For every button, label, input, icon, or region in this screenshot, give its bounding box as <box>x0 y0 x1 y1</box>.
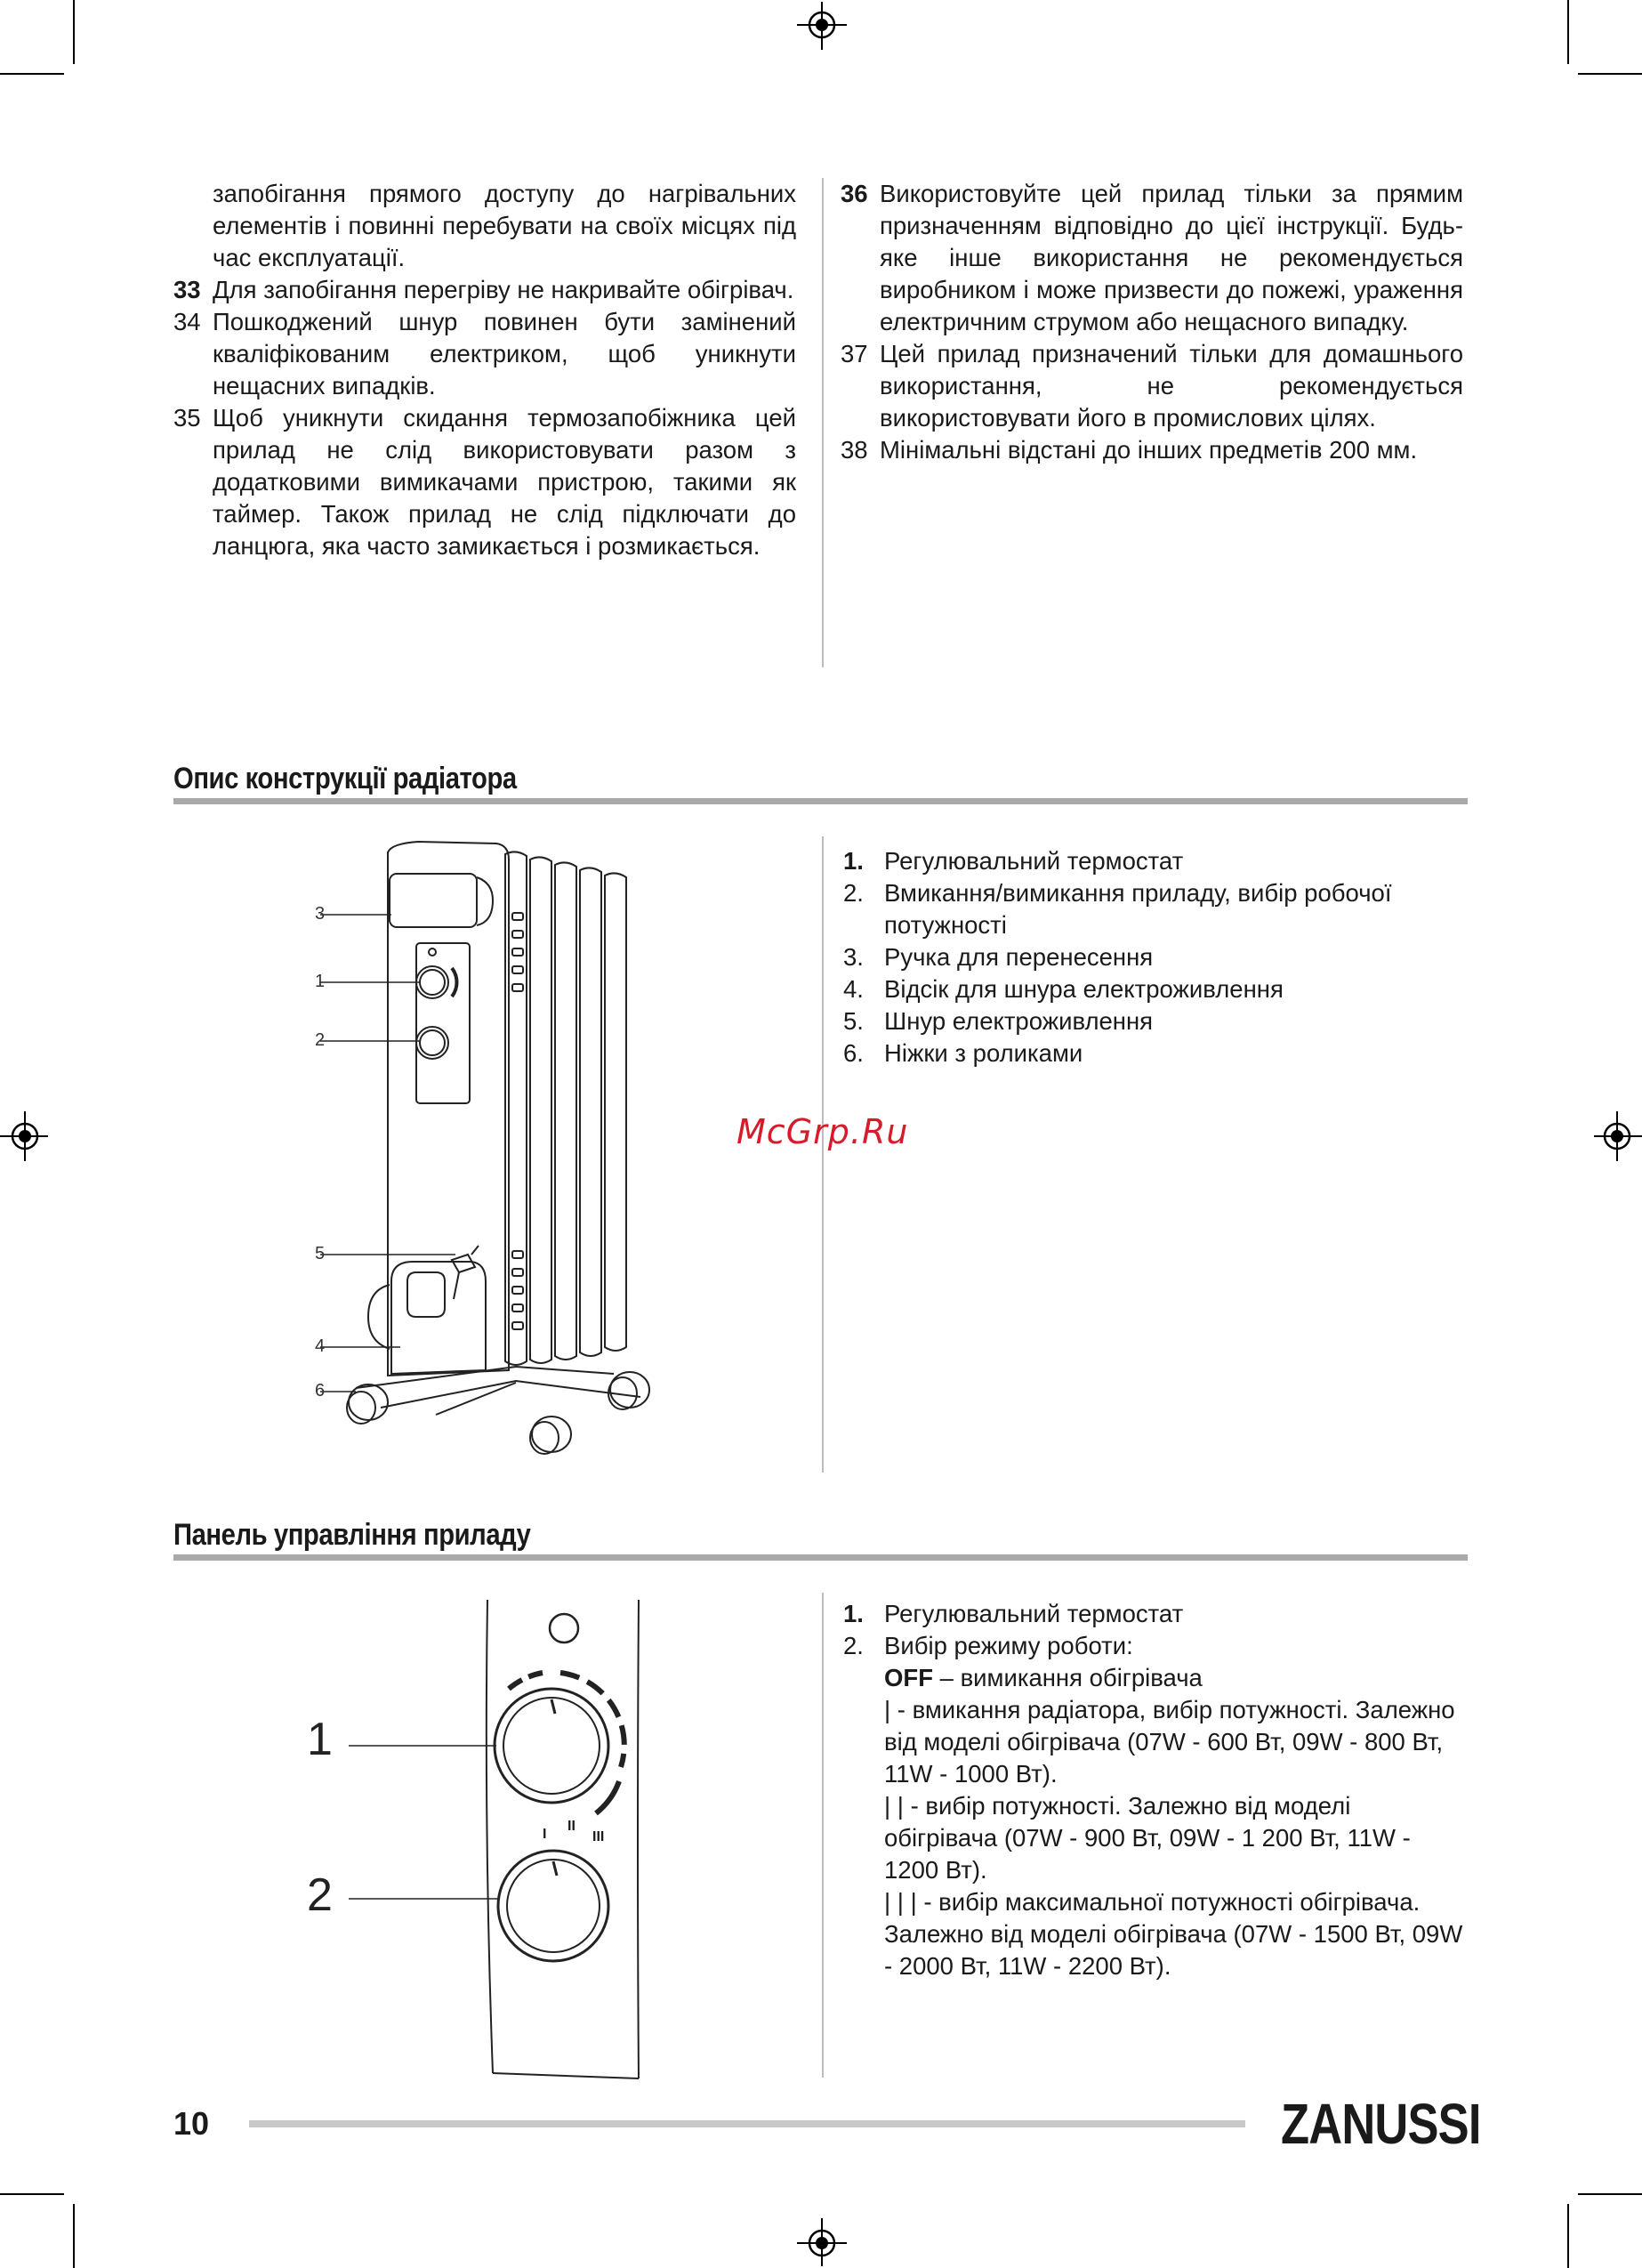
list-number: 2. <box>843 1632 864 1659</box>
column-divider <box>822 1593 824 2078</box>
radiator-diagram <box>302 836 676 1468</box>
safety-item-34 <box>173 306 796 402</box>
off-label: OFF <box>884 1664 933 1691</box>
footer-rule <box>249 2120 1245 2127</box>
diagram-label-1: 1 <box>307 1714 333 1765</box>
item-number: 38 <box>841 436 868 464</box>
mode-off <box>843 1662 1466 1694</box>
crop-mark <box>0 2193 64 2195</box>
diagram-label-2: 2 <box>307 1869 333 1921</box>
list-item <box>843 845 1466 877</box>
list-text: Ніжки з роликами <box>884 1039 1083 1067</box>
safety-instructions-right <box>841 178 1463 466</box>
item-number: 36 <box>841 180 868 207</box>
knob-mark-i: I <box>543 1827 547 1842</box>
item-text: Щоб уникнути скидання термозапобіжника цей прилад не слід використовувати разом з додатковими вимикачами пристрою, такими як таймер. Також прилад не слід підключати до ланцюга, яка часто замикається і розмикається. <box>213 404 796 560</box>
diagram-label-3: 3 <box>315 904 326 924</box>
crop-mark <box>73 2204 75 2268</box>
knob-mark-iii: III <box>592 1829 605 1844</box>
safety-instructions-left <box>173 178 796 562</box>
safety-item-36 <box>841 178 1463 338</box>
item-text: Використовуйте цей прилад тільки за прямим призначенням відповідно до цієї інструкції. Будь-яке інше використання не рекомендується виробником і може призвести до пожежі, ураження електричним струмом або нещасного випадку. <box>880 180 1463 335</box>
crop-mark <box>1578 2193 1642 2195</box>
crop-mark <box>1567 0 1569 64</box>
list-number: 4. <box>843 975 864 1003</box>
list-item <box>843 1630 1466 1662</box>
list-text: Відсік для шнура електроживлення <box>884 975 1284 1003</box>
list-number: 2. <box>843 879 864 907</box>
control-panel-list <box>843 1598 1466 1982</box>
section-rule <box>173 798 1468 804</box>
crop-mark <box>73 0 75 64</box>
list-item <box>843 941 1466 973</box>
mode-2: | | - вибір потужності. Залежно від моделі обігрівача (07W - 900 Вт, 09W - 1 200 Вт, 11W - 1200 Вт). <box>884 1792 1411 1884</box>
crop-mark <box>1567 2204 1569 2268</box>
registration-mark-icon <box>1592 1110 1642 1163</box>
list-text: Вибір режиму роботи: <box>884 1632 1133 1659</box>
construction-parts-list <box>843 845 1466 1069</box>
safety-item-33 <box>173 274 796 306</box>
item-text: Цей прилад призначений тільки для домашнього використання, не рекомендується використовувати його в промислових цілях. <box>880 340 1463 432</box>
diagram-label-6: 6 <box>315 1381 326 1400</box>
crop-mark <box>0 73 64 75</box>
safety-item-38 <box>841 434 1463 466</box>
list-number: 1. <box>843 847 864 875</box>
list-item <box>843 1005 1466 1037</box>
registration-mark-icon <box>795 0 849 52</box>
list-text: Вмикання/вимикання приладу, вибір робочої потужності <box>884 879 1392 939</box>
column-divider <box>822 836 824 1473</box>
list-number: 6. <box>843 1039 864 1067</box>
item-number: 34 <box>173 308 201 335</box>
brand-logo: ZANUSSI <box>1281 2092 1481 2156</box>
registration-mark-icon <box>795 2216 849 2268</box>
diagram-label-5: 5 <box>315 1244 326 1263</box>
list-item <box>843 1037 1466 1069</box>
list-number: 1. <box>843 1600 864 1627</box>
page-number: 10 <box>173 2105 210 2142</box>
list-number: 5. <box>843 1007 864 1035</box>
list-text: Регулювальний термостат <box>884 1600 1184 1627</box>
off-text: – вимикання обігрівача <box>933 1664 1203 1691</box>
crop-mark <box>1578 73 1642 75</box>
item-number: 37 <box>841 340 868 367</box>
list-text: Регулювальний термостат <box>884 847 1184 875</box>
list-text: Ручка для перенесення <box>884 943 1154 971</box>
safety-item-37 <box>841 338 1463 434</box>
diagram-label-4: 4 <box>315 1336 326 1356</box>
item-text: Мінімальні відстані до інших предметів 200 мм. <box>880 436 1418 464</box>
list-text: Шнур електроживлення <box>884 1007 1154 1035</box>
item-number: 35 <box>173 404 201 432</box>
list-item <box>843 877 1466 941</box>
registration-mark-icon <box>0 1110 50 1163</box>
section-rule <box>173 1554 1468 1561</box>
list-item <box>843 1598 1466 1630</box>
mode-3: | | | - вибір максимальної потужності обігрівача. Залежно від моделі обігрівача (07W - 1500 Вт, 09W - 2000 Вт, 11W - 2200 Вт). <box>884 1888 1463 1980</box>
list-number: 3. <box>843 943 864 971</box>
watermark: McGrp.Ru <box>736 1112 909 1151</box>
mode-1: | - вмикання радіатора, вибір потужності. Залежно від моделі обігрівача (07W - 600 Вт, 09W - 800 Вт, 11W - 1000 Вт). <box>884 1696 1455 1788</box>
diagram-label-2: 2 <box>315 1030 326 1050</box>
safety-item-32-continuation: запобігання прямого доступу до нагрівальних елементів і повинні перебувати на своїх місцях під час експлуатації. <box>213 180 796 271</box>
item-text: Для запобігання перегріву не накривайте обігрівач. <box>213 276 794 303</box>
knob-mark-ii: II <box>567 1819 576 1834</box>
column-divider <box>822 178 824 667</box>
item-text: Пошкоджений шнур повинен бути замінений кваліфікованим електриком, щоб уникнути нещасних випадків. <box>213 308 796 400</box>
diagram-label-1: 1 <box>315 972 326 991</box>
list-item <box>843 973 1466 1005</box>
safety-item-35 <box>173 402 796 562</box>
item-number: 33 <box>173 276 201 303</box>
control-panel-diagram <box>338 1593 658 2091</box>
section-title-construction: Опис конструкції радіатора <box>173 762 517 795</box>
section-title-control-panel: Панель управління приладу <box>173 1518 531 1552</box>
